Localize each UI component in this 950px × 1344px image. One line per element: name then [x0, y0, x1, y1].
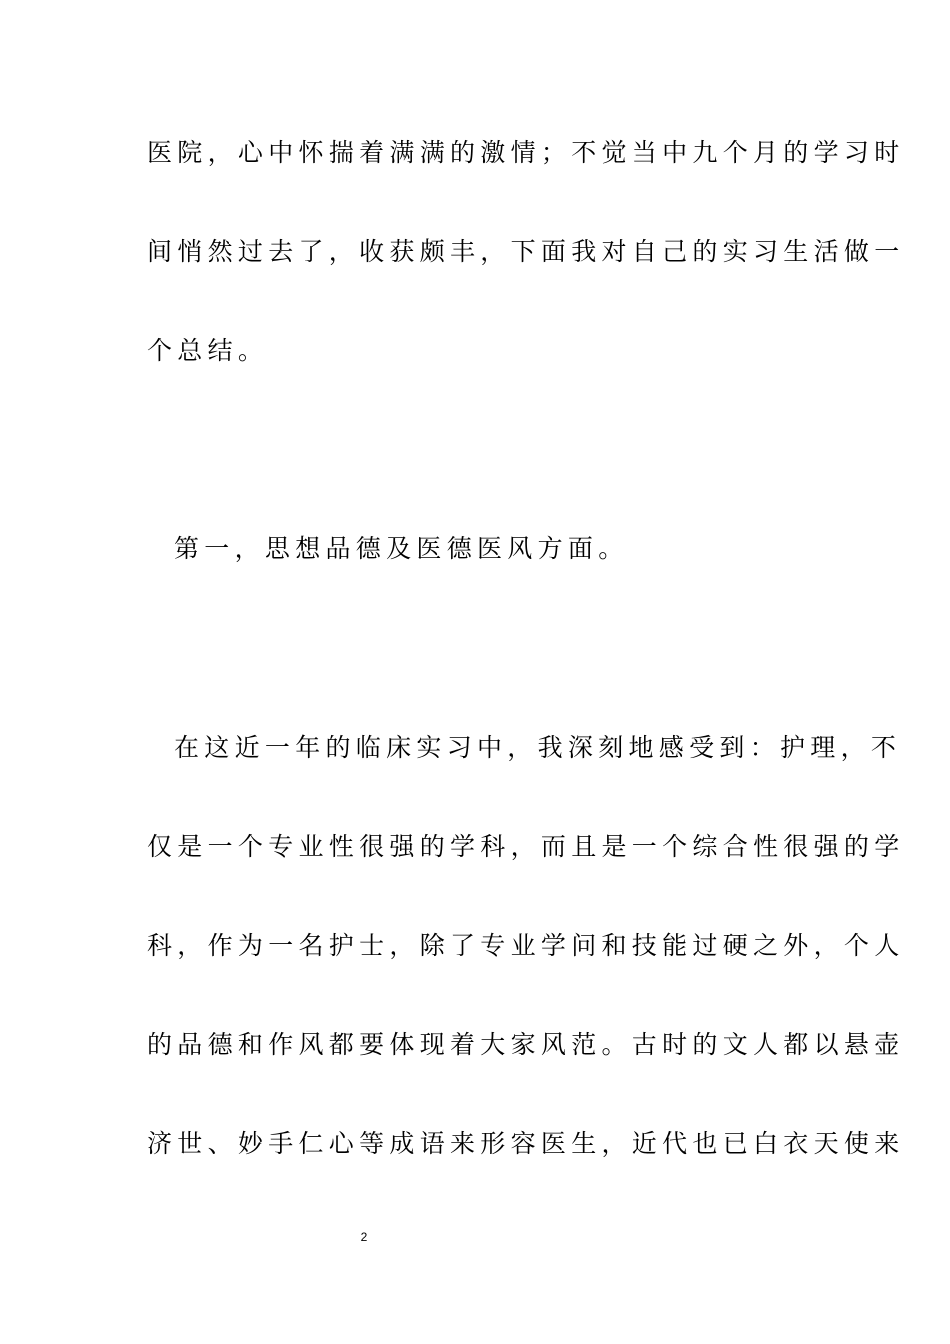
paragraph-1-line-1: 医院，心中怀揣着满满的激情；不觉当中九个月的学习时 [147, 138, 905, 167]
paragraph-1-line-2: 间悄然过去了，收获颇丰，下面我对自己的实习生活做一 [147, 237, 905, 266]
paragraph-2-line-1: 在这近一年的临床实习中，我深刻地感受到：护理，不 [174, 733, 902, 762]
paragraph-2-line-2: 仅是一个专业性很强的学科，而且是一个综合性很强的学 [147, 832, 905, 861]
paragraph-2-line-3: 科，作为一名护士，除了专业学问和技能过硬之外，个人 [147, 931, 905, 960]
paragraph-2-line-4: 的品德和作风都要体现着大家风范。古时的文人都以悬壶 [147, 1030, 905, 1059]
paragraph-2-line-5: 济世、妙手仁心等成语来形容医生，近代也已白衣天使来 [147, 1129, 905, 1158]
section-heading: 第一，思想品德及医德医风方面。 [174, 534, 629, 563]
paragraph-1-line-3: 个总结。 [147, 336, 269, 365]
page-number: 2 [360, 1230, 368, 1244]
